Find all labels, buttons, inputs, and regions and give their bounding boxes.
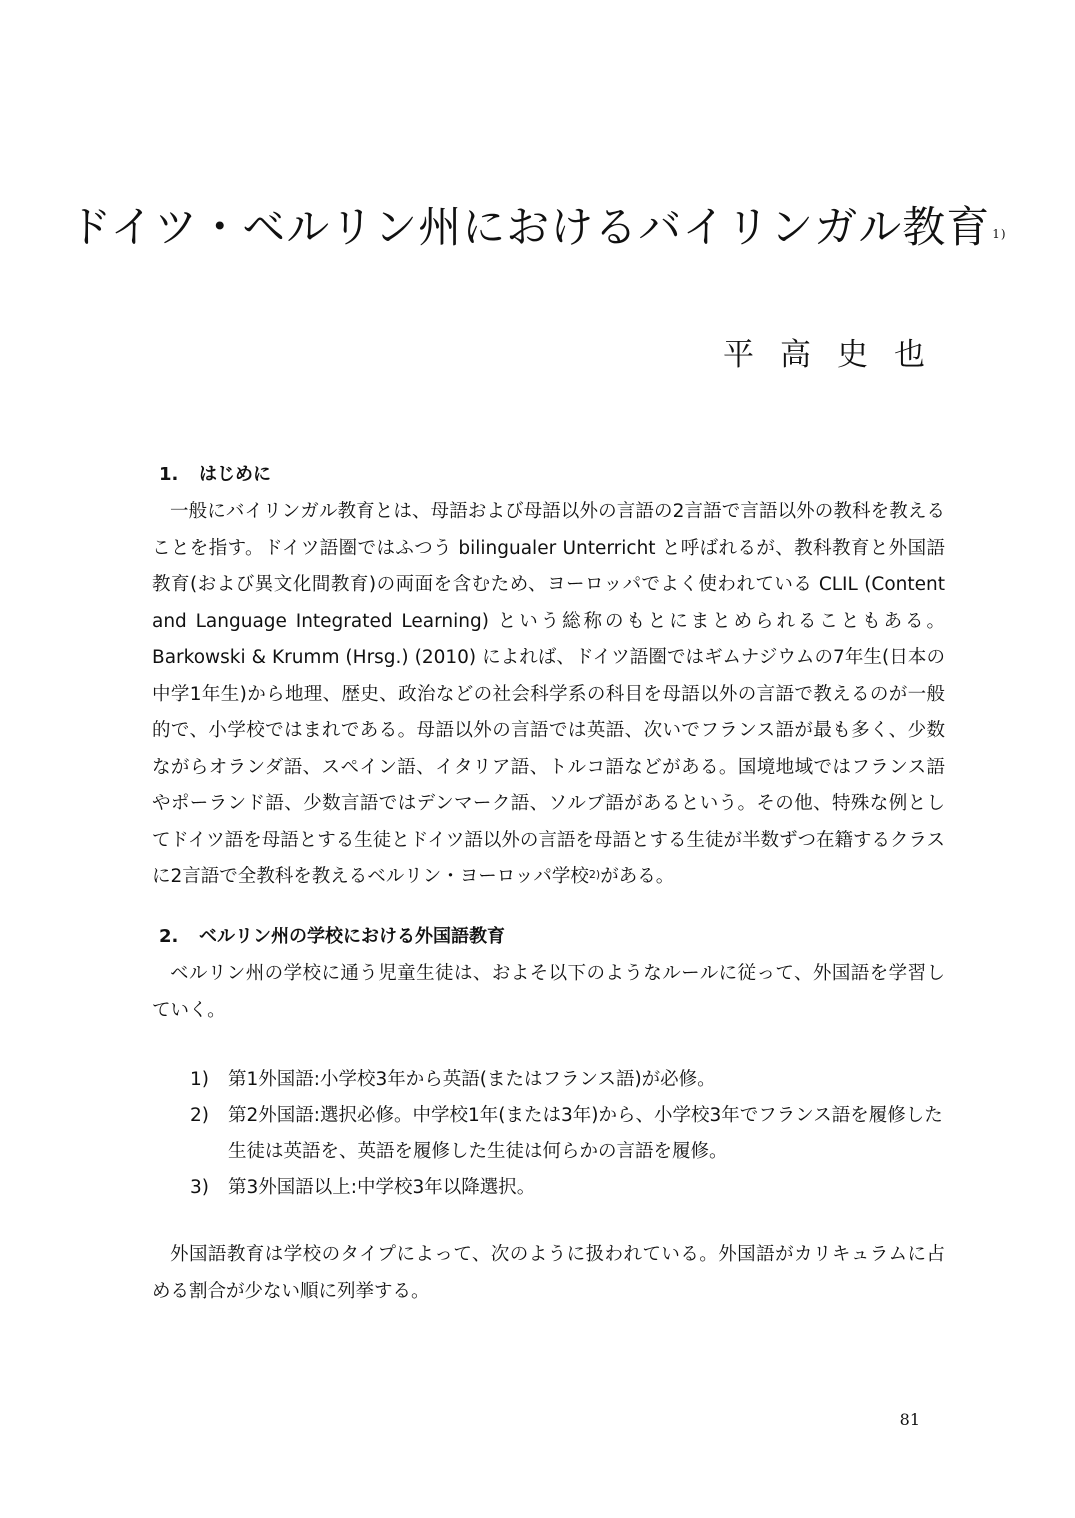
section-1-title: はじめに	[199, 464, 271, 485]
list-item	[190, 1062, 950, 1098]
author-name: 平高史也	[723, 337, 951, 373]
page-title	[0, 198, 1075, 258]
list-item-marker: 1)	[190, 1069, 209, 1090]
language-rules-list	[190, 1062, 950, 1206]
section-1-text: 一般にバイリンガル教育とは、母語および母語以外の言語の2言語で言語以外の教科を教えることを指す。ドイツ語圏ではふつう bilingualer Unterricht と呼ばれるが、教科教育と外国語教育(および異文化間教育)の両面を含むため、ヨーロッパでよく使われている CLIL (Content and Language Integrated Learning) という総称のもとにまとめられることもある。Barkowski & Krumm (Hrsg.) (2010) によれば、ドイツ語圏ではギムナジウムの7年生(日本の中学1年生)から地理、歴史、政治などの社会科学系の科目を母語以外の言語で教えるのが一般的で、小学校ではまれである。母語以外の言語では英語、次いでフランス語が最も多く、少数ながらオランダ語、スペイン語、イタリア語、トルコ語などがある。国境地域ではフランス語やポーランド語、少数言語ではデンマーク語、ソルブ語があるという。その他、特殊な例としてドイツ語を母語とする生徒とドイツ語以外の言語を母語とする生徒が半数ずつ在籍するクラスに2言語で全教科を教えるベルリン・ヨーロッパ学校	[152, 501, 945, 887]
section-2-closing-paragraph: 外国語教育は学校のタイプによって、次のように扱われている。外国語がカリキュラムに占める割合が少ない順に列挙する。	[152, 1244, 945, 1302]
list-item-text: 第3外国語以上:中学校3年以降選択。	[228, 1177, 536, 1198]
section-2-heading	[145, 920, 945, 954]
title-text: ドイツ・ベルリン州におけるバイリンガル教育	[68, 203, 991, 253]
section-1-footnote-ref: 2)	[588, 868, 601, 881]
page-number: 81	[899, 1410, 920, 1429]
section-2-number: 2.	[159, 926, 179, 947]
list-item	[190, 1170, 950, 1206]
list-item	[190, 1098, 950, 1170]
list-item-text: 第1外国語:小学校3年から英語(またはフランス語)が必修。	[228, 1069, 716, 1090]
section-2-title: ベルリン州の学校における外国語教育	[199, 926, 505, 947]
section-introduction	[145, 458, 945, 896]
list-item-marker: 2)	[190, 1105, 209, 1126]
section-1-paragraph	[145, 494, 945, 896]
section-2-closing	[145, 1237, 945, 1310]
section-1-number: 1.	[159, 464, 179, 485]
section-2-intro: ベルリン州の学校に通う児童生徒は、およそ以下のようなルールに従って、外国語を学習していく。	[152, 963, 945, 1021]
section-foreign-language-education	[145, 920, 945, 1029]
list-item-text: 第2外国語:選択必修。中学校1年(または3年)から、小学校3年でフランス語を履修した生徒は英語を、英語を履修した生徒は何らかの言語を履修。	[228, 1105, 943, 1162]
list-item-marker: 3)	[190, 1177, 209, 1198]
section-1-heading	[145, 458, 945, 492]
title-footnote-ref: 1)	[992, 227, 1007, 241]
section-1-text-end: がある。	[600, 866, 675, 887]
